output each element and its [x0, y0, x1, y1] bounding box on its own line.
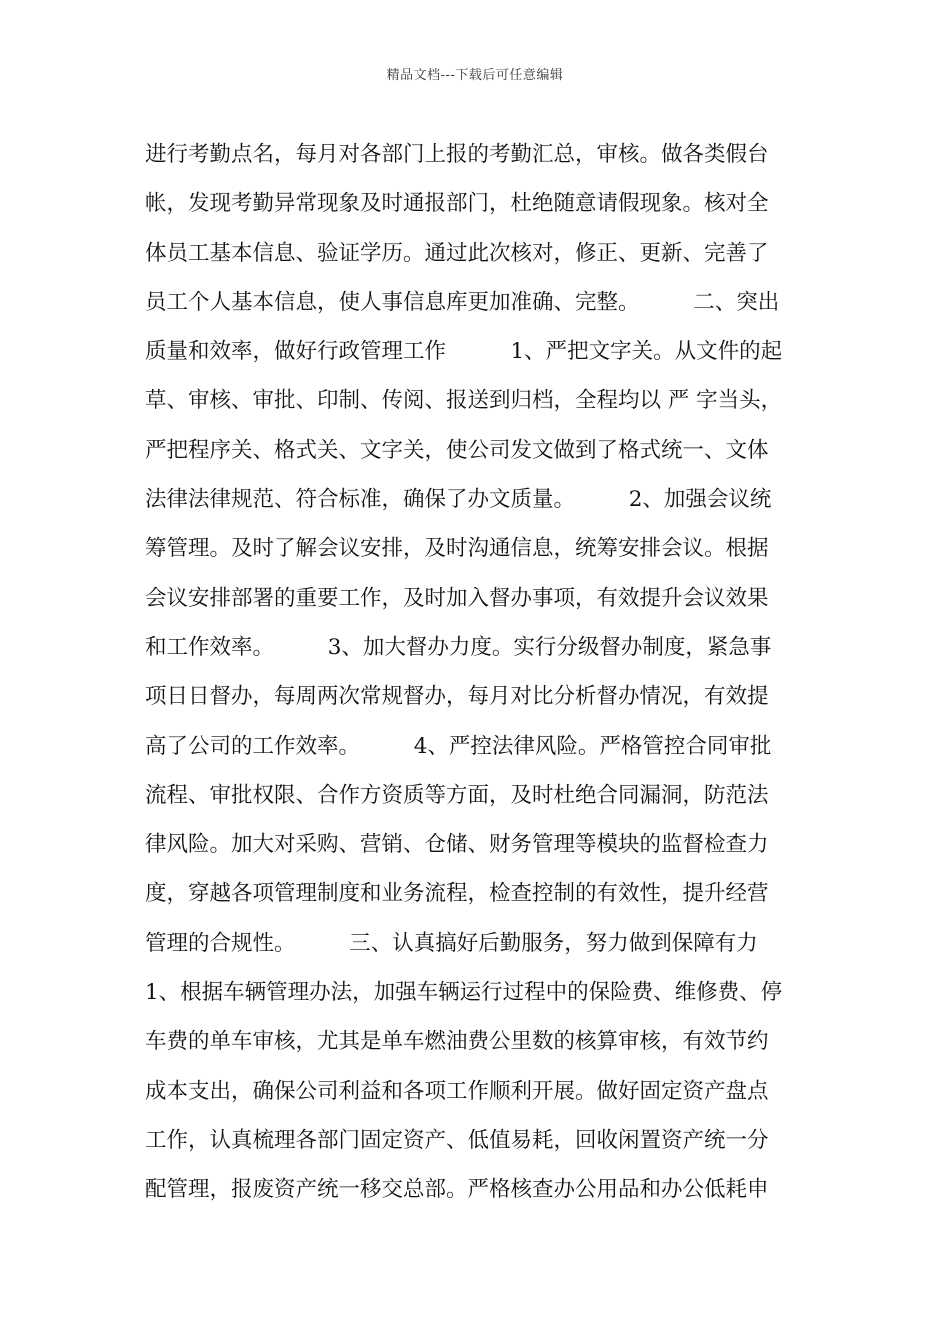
text-line: 律风险。加大对采购、营销、仓储、财务管理等模块的监督检查力	[145, 832, 769, 858]
text-line: 草、审核、审批、印制、传阅、报送到归档，全程均以 严 字当头，	[145, 388, 783, 414]
text-line: 管理的合规性。 三、认真搞好后勤服务，努力做到保障有力	[145, 930, 758, 956]
text-line: 质量和效率，做好行政管理工作 1、严把文字关。从文件的起	[145, 339, 783, 365]
text-line: 员工个人基本信息，使人事信息库更加准确、完整。 二、突出	[145, 289, 780, 315]
text-line: 高了公司的工作效率。 4、严控法律风险。严格管控合同审批	[145, 733, 772, 759]
text-line: 进行考勤点名，每月对各部门上报的考勤汇总，审核。做各类假台	[145, 142, 769, 167]
text-line: 和工作效率。 3、加大督办力度。实行分级督办制度，紧急事	[145, 634, 772, 660]
page-header: 精品文档---下载后可任意编辑	[386, 68, 564, 83]
text-line: 体员工基本信息、验证学历。通过此次核对，修正、更新、完善了	[145, 240, 769, 266]
text-line: 帐，发现考勤异常现象及时通报部门，杜绝随意请假现象。核对全	[145, 191, 769, 217]
text-line: 度，穿越各项管理制度和业务流程，检查控制的有效性，提升经营	[145, 881, 769, 907]
text-line: 1、根据车辆管理办法，加强车辆运行过程中的保险费、维修费、停	[145, 980, 783, 1006]
text-line: 法律法律规范、符合标准，确保了办文质量。 2、加强会议统	[145, 487, 772, 513]
text-line: 工作，认真梳理各部门固定资产、低值易耗，回收闲置资产统一分	[145, 1127, 769, 1153]
text-line: 会议安排部署的重要工作，及时加入督办事项，有效提升会议效果	[145, 585, 769, 611]
text-line: 筹管理。及时了解会议安排，及时沟通信息，统筹安排会议。根据	[145, 536, 769, 562]
text-line: 配管理，报废资产统一移交总部。严格核查办公用品和办公低耗申	[145, 1177, 769, 1203]
text-line: 成本支出，确保公司利益和各项工作顺利开展。做好固定资产盘点	[145, 1078, 769, 1104]
text-line: 车费的单车审核，尤其是单车燃油费公里数的核算审核，有效节约	[145, 1029, 769, 1055]
body-text	[145, 130, 815, 1215]
text-line: 项日日督办，每周两次常规督办，每月对比分析督办情况，有效提	[145, 684, 769, 710]
text-line: 严把程序关、格式关、文字关，使公司发文做到了格式统一、文体	[145, 437, 769, 463]
text-line: 流程、审批权限、合作方资质等方面，及时杜绝合同漏洞，防范法	[145, 782, 769, 808]
